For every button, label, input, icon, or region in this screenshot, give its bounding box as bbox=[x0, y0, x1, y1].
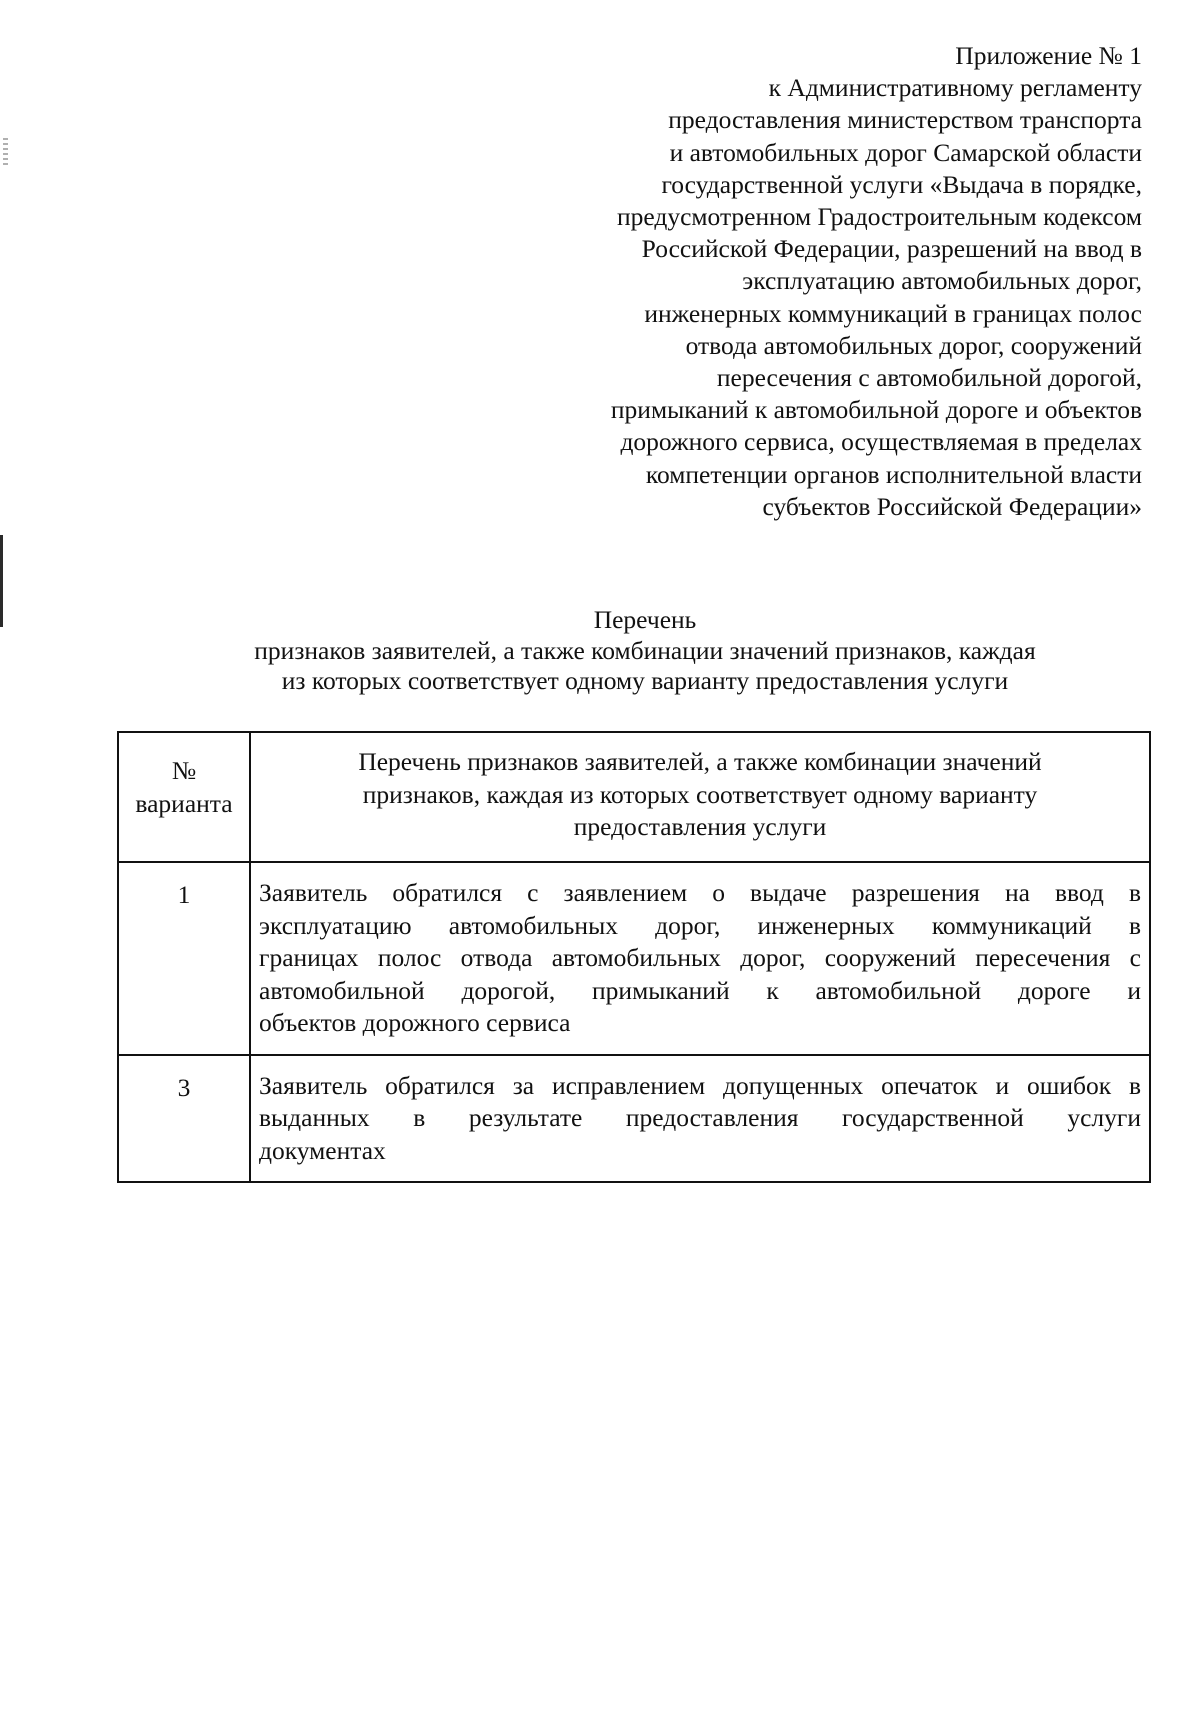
appendix-line: предоставления министерством транспорта bbox=[668, 105, 1142, 135]
description-line: эксплуатацию автомобильных дорог, инженерных коммуникаций в bbox=[259, 910, 1141, 940]
appendix-line: инженерных коммуникаций в границах полос bbox=[644, 298, 1142, 328]
table-header-row bbox=[118, 732, 1150, 862]
appendix-note bbox=[482, 40, 1142, 523]
column-header-description-line: признаков, каждая из которых соответствует одному варианту bbox=[362, 779, 1038, 809]
list-heading bbox=[0, 605, 1200, 697]
appendix-line: дорожного сервиса, осуществляемая в пределах bbox=[620, 427, 1142, 457]
column-header-description-line: Перечень признаков заявителей, а также комбинации значений bbox=[358, 747, 1042, 776]
appendix-line: отвода автомобильных дорог, сооружений bbox=[685, 330, 1142, 360]
column-header-description bbox=[250, 732, 1150, 862]
column-header-number-line: варианта bbox=[135, 788, 233, 818]
description-line: Заявитель обратился за исправлением допущенных опечаток и ошибок в bbox=[259, 1070, 1141, 1100]
variant-description bbox=[250, 862, 1150, 1055]
appendix-line: пересечения с автомобильной дорогой, bbox=[716, 363, 1142, 393]
table-row bbox=[118, 862, 1150, 1055]
variants-table bbox=[117, 731, 1151, 1183]
appendix-line: Приложение № 1 bbox=[955, 41, 1142, 70]
table-row bbox=[118, 1055, 1150, 1183]
variant-description bbox=[250, 1055, 1150, 1183]
description-line: документах bbox=[259, 1135, 386, 1165]
description-line: выданных в результате предоставления государственной услуги bbox=[259, 1103, 1141, 1132]
appendix-line: Российской Федерации, разрешений на ввод в bbox=[641, 234, 1142, 264]
appendix-line: примыканий к автомобильной дороге и объектов bbox=[610, 395, 1142, 425]
heading-subtitle-line: признаков заявителей, а также комбинации значений признаков, каждая bbox=[254, 635, 1036, 665]
appendix-line: компетенции органов исполнительной власти bbox=[645, 459, 1142, 489]
description-line: объектов дорожного сервиса bbox=[259, 1008, 571, 1037]
appendix-line: предусмотренном Градостроительным кодексом bbox=[616, 202, 1142, 232]
description-line: границах полос отвода автомобильных дорог, сооружений пересечения с bbox=[259, 943, 1141, 972]
appendix-line: и автомобильных дорог Самарской области bbox=[669, 137, 1142, 167]
variant-number: 1 bbox=[118, 862, 250, 1055]
column-header-number bbox=[118, 732, 250, 862]
appendix-line: государственной услуги «Выдача в порядке, bbox=[661, 169, 1142, 199]
description-line: Заявитель обратился с заявлением о выдаче разрешения на ввод в bbox=[259, 878, 1141, 907]
appendix-line: к Административному регламенту bbox=[768, 73, 1142, 103]
heading-subtitle-line: из которых соответствует одному варианту предоставления услуги bbox=[281, 666, 1009, 695]
description-line: автомобильной дорогой, примыканий к автомобильной дороге и bbox=[259, 975, 1141, 1005]
appendix-line: эксплуатацию автомобильных дорог, bbox=[742, 266, 1142, 296]
appendix-line: субъектов Российской Федерации» bbox=[762, 491, 1142, 521]
heading-title: Перечень bbox=[593, 605, 697, 634]
column-header-number-line: № bbox=[171, 756, 197, 785]
scan-speckle bbox=[3, 138, 8, 166]
variant-number: 3 bbox=[118, 1055, 250, 1183]
column-header-description-line: предоставления услуги bbox=[573, 812, 827, 841]
